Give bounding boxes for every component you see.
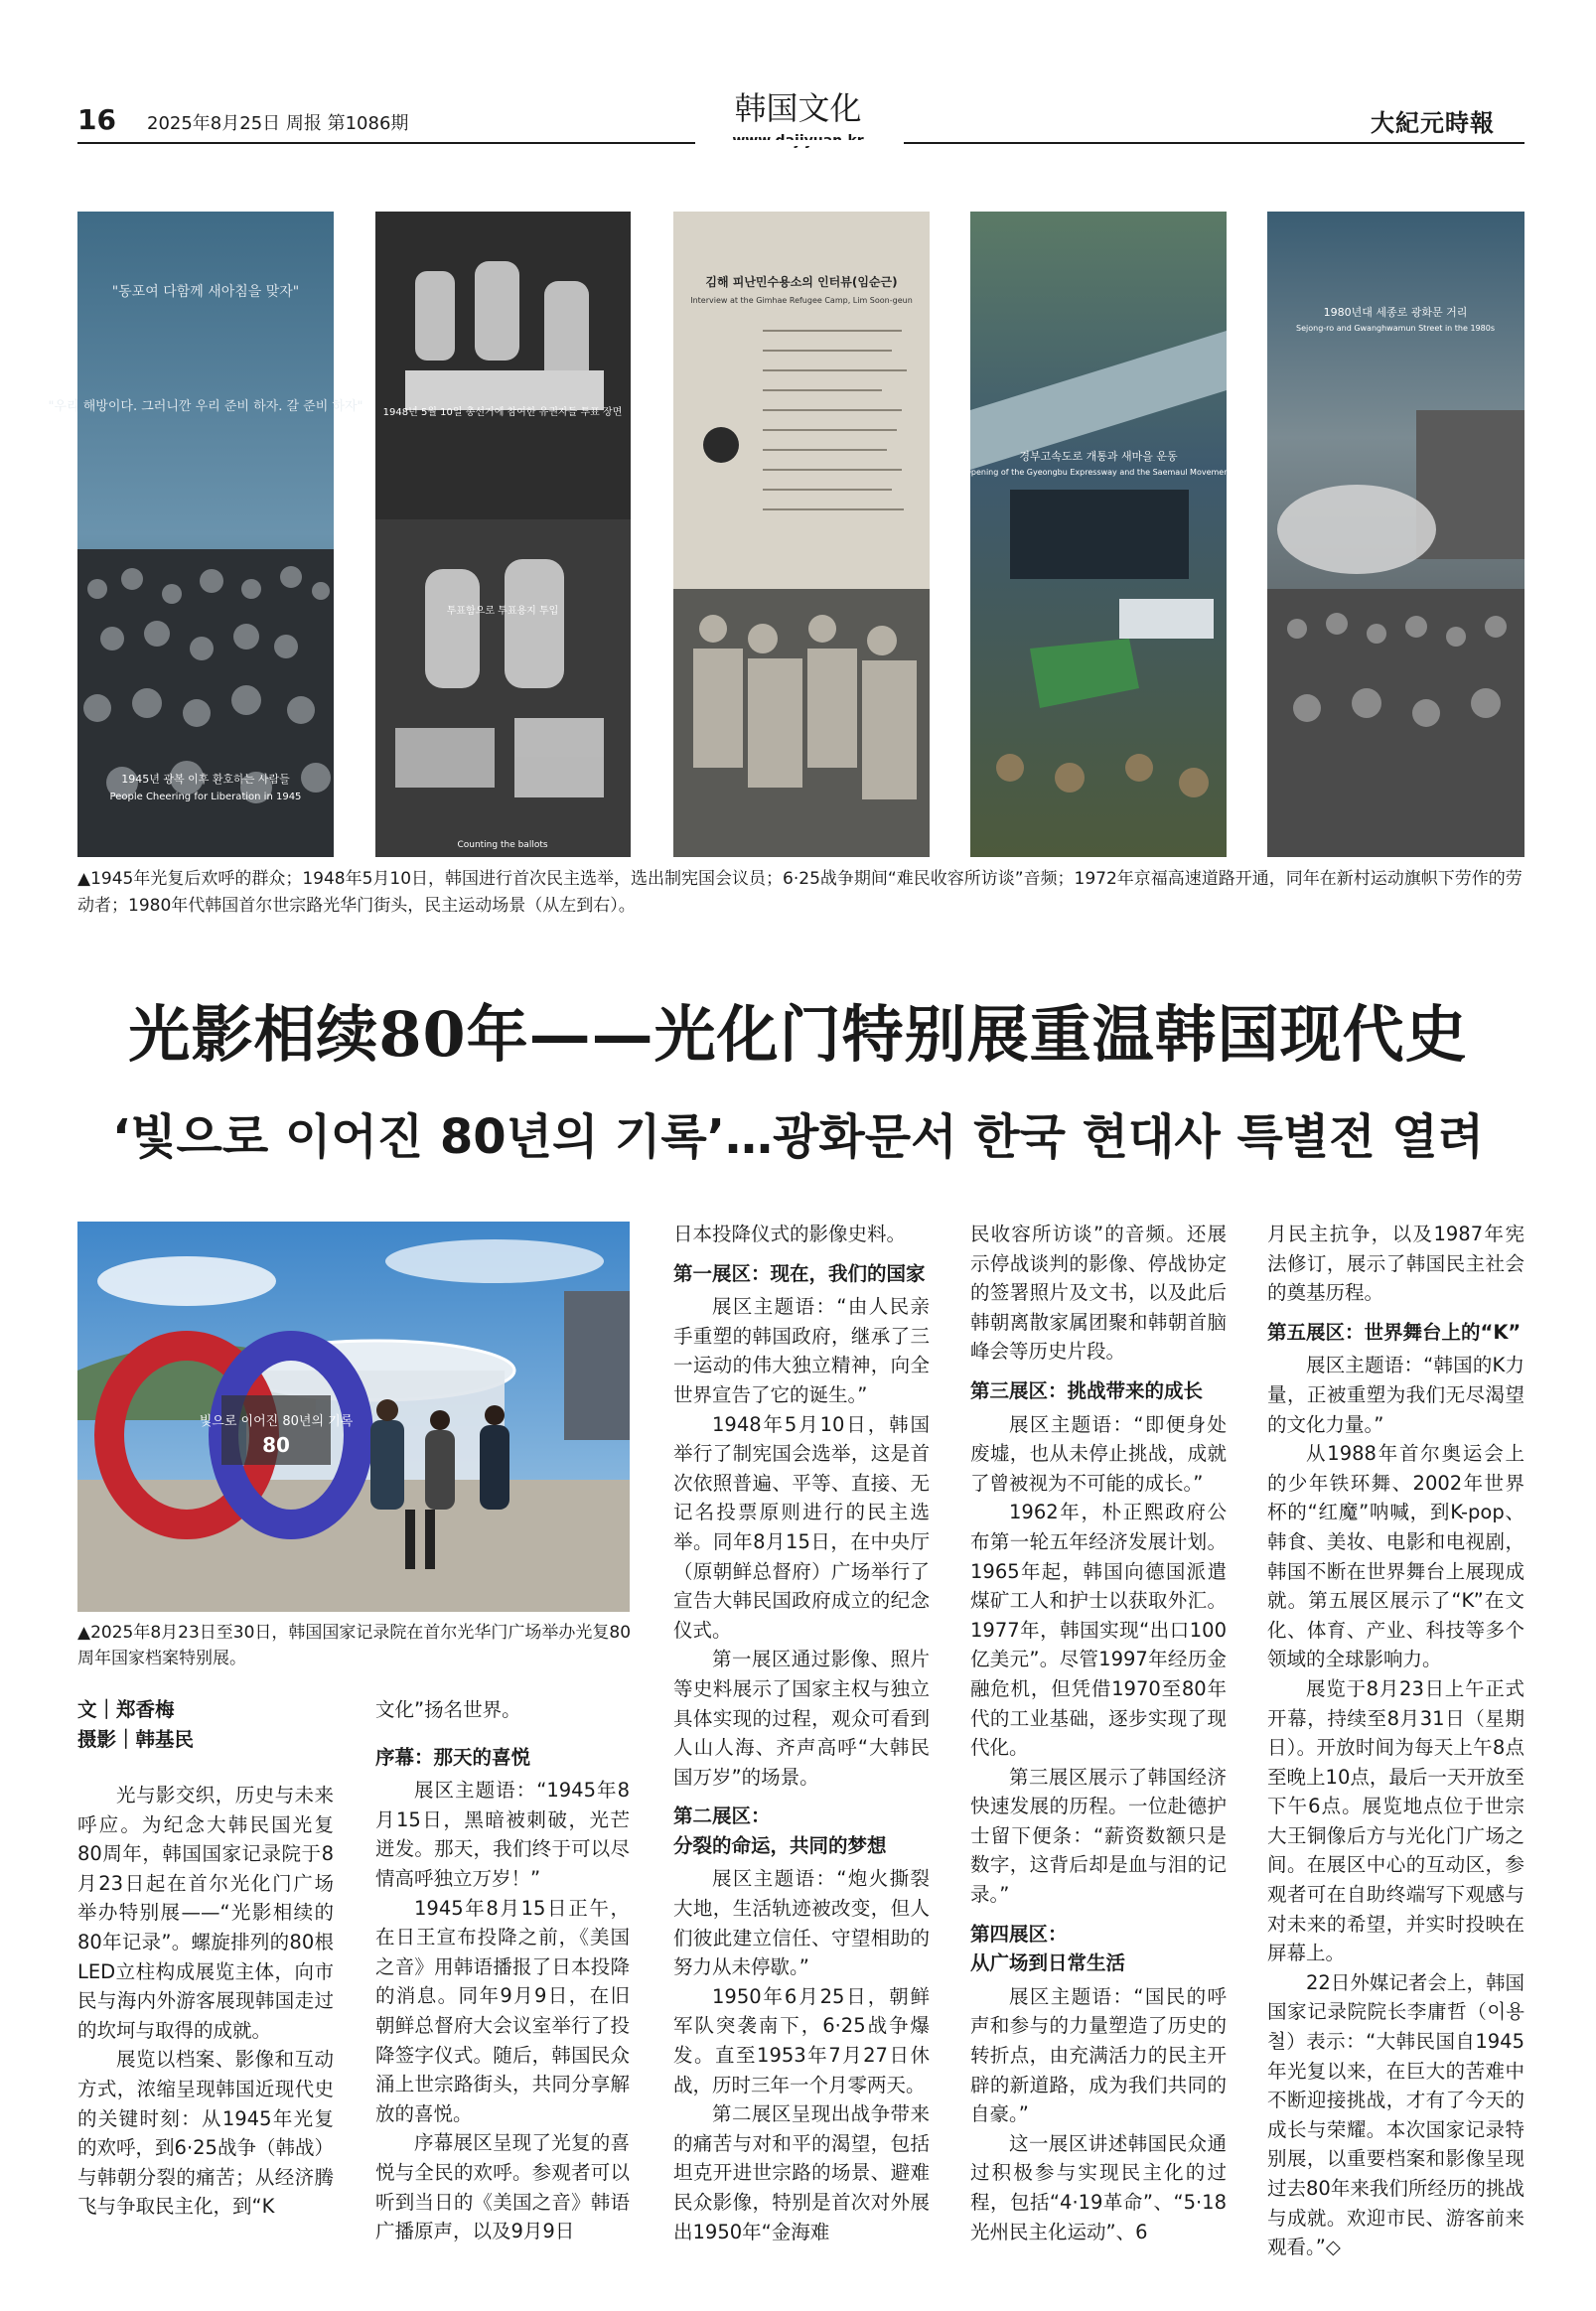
photo-strip-caption: ▲1945年光复后欢呼的群众；1948年5月10日，韩国进行首次民主选举，选出制宪国会议员；6·25战争期间“难民收容所访谈”音频；1972年京福高速道路开通，同年在新村运动旗帜下劳作的劳动者；1980年代韩国首尔世宗路光华门街头，民主运动场景（从左到右）。 [77, 869, 1523, 916]
subheading-zone-4: 第四展区： [970, 1922, 1068, 1946]
photo-gwanghwamun-label: 1980년대 세종로 광화문 거리 [1323, 306, 1468, 319]
exhibition-sign-80: 80 [262, 1433, 290, 1457]
paragraph: 1962年，朴正熙政府公布第一轮五年经济发展计划。1965年起，韩国向德国派遣煤矿工人和护士以获取外汇。1977年，韩国实现“出口100亿美元”。尽管1997年经历金融危机，但凭借1970至80年代的工业基础，逐步实现了现代化。 [970, 1501, 1227, 1760]
photo-gwanghwamun-label-en: Sejong-ro and Gwanghwamun Street in the 1980s [1296, 324, 1495, 333]
paragraph-continued: 月民主抗争，以及1987年宪法修订，展示了韩国民主社会的奠基历程。 [1267, 1223, 1524, 1305]
paragraph-continued: 日本投降仪式的影像史料。 [673, 1223, 907, 1245]
exhibition-sign-text: 빛으로 이어진 80년의 기록 [199, 1414, 354, 1429]
paragraph: 展区主题语：“即便身处废墟，也从未停止挑战，成就了曾被视为不可能的成长。” [970, 1412, 1227, 1495]
photo-refugee-title: 김해 피난민수용소의 인터뷰(임순근) [705, 275, 898, 289]
paragraph: 展区主题语：“国民的呼声和参与的力量塑造了历史的转折点，由充满活力的民主开辟的新道路，成为我们共同的自豪。” [970, 1984, 1227, 2126]
paragraph: 展区主题语：“炮火撕裂大地，生活轨迹被改变，但人们彼此建立信任、守望相助的努力从未停歇。” [673, 1867, 930, 1979]
paragraph: 展区主题语：“1945年8月15日，黑暗被刺破，光芒迸发。那天，我们终于可以尽情高呼独立万岁！” [375, 1779, 630, 1890]
header-rule-gap [695, 140, 904, 146]
paragraph: 从1988年首尔奥运会上的少年铁环舞、2002年世界杯的“红魔”呐喊，到K-pop、韩食、美妆、电影和电视剧，韩国不断在世界舞台上展现成就。第五展区展示了“K”在文化、体育、产业、科技等多个领域的全球影响力。 [1267, 1442, 1524, 1671]
photo-election [375, 212, 631, 857]
paragraph: 第二展区呈现出战争带来的痛苦与对和平的渴望，包括坦克开进世宗路的场景、避难民众影像，特别是首次对外展出1950年“金海难 [673, 2102, 930, 2243]
page-number: 16 [77, 103, 116, 136]
paragraph-continued: 文化”扬名世界。 [375, 1698, 521, 1721]
byline-author: 文｜郑香梅 [77, 1698, 175, 1721]
photo-expressway-label-en: Opening of the Gyeongbu Expressway and the Saemaul Movement [964, 468, 1233, 477]
paragraph: 展区主题语：“由人民亲手重塑的韩国政府，继承了三一运动的伟大独立精神，向全世界宣告了它的诞生。” [673, 1295, 930, 1406]
paragraph: 展区主题语：“韩国的K力量，正被重塑为我们无尽渴望的文化力量。” [1267, 1354, 1524, 1436]
subheading-zone-4-title: 从广场到日常生活 [970, 1951, 1126, 1975]
section-title: 韩国文化 [734, 89, 862, 127]
photo-liberation [48, 212, 363, 857]
paragraph: 序幕展区呈现了光复的喜悦与全民的欢呼。参观者可以听到当日的《美国之音》韩语广播原声，以及9月9日 [375, 2131, 630, 2243]
paragraph: 展览于8月23日上午正式开幕，持续至8月31日（星期日）。开放时间为每天上午8点至晚上10点，最后一天开放至下午6点。展览地点位于世宗大王铜像后方与光化门广场之间。在展区中心的互动区，参观者可在自助终端写下观感与对未来的希望，并实时投映在屏幕上。 [1267, 1676, 1524, 1965]
subheading-zone-5: 第五展区：世界舞台上的“K” [1267, 1320, 1522, 1344]
issue-date: 2025年8月25日 周报 第1086期 [147, 113, 409, 134]
subheading-zone-2: 第二展区： [673, 1805, 771, 1828]
column-5 [1267, 1220, 1524, 2262]
masthead-logo: 大紀元時報 [1371, 108, 1495, 137]
paragraph: 22日外媒记者会上，韩国国家记录院院长李庸哲（이용철）表示：“大韩民国自1945年光复以来，在巨大的苦难中不断迎接挑战，才有了今天的成长与荣耀。本次国家记录特别展，以重要档案和影像呈现过去80年来我们所经历的挑战与成就。欢迎市民、游客前来观看。”◇ [1267, 1970, 1524, 2259]
paragraph-continued: 民收容所访谈”的音频。还展示停战谈判的影像、停战协定的签署照片及文书，以及此后韩朝离散家属团聚和韩朝首脑峰会等历史片段。 [970, 1223, 1227, 1364]
photo-expressway-label: 경부고속도로 개통과 새마을 운동 [1019, 450, 1178, 463]
byline-photographer: 摄影｜韩基民 [77, 1728, 195, 1751]
paragraph: 1948年5月10日，韩国举行了制宪国会选举，这是首次依照普遍、平等、直接、无记名投票原则进行的民主选举。同年8月15日，在中央厅（原朝鲜总督府）广场举行了宣告大韩民国政府成立的纪念仪式。 [673, 1412, 930, 1642]
paragraph: 1945年8月15日正午，在日王宣布投降之前，《美国之音》用韩语播报了日本投降的消息。同年9月9日，在旧朝鲜总督府大会议室举行了投降签字仪式。随后，韩国民众涌上世宗路街头，共同分享解放的喜悦。 [375, 1896, 630, 2125]
paragraph: 第三展区展示了韩国经济快速发展的历程。一位赴德护士留下便条：“薪资数额只是数字，这背后却是血与泪的记录。” [970, 1765, 1227, 1907]
paragraph: 展览以档案、影像和互动方式，浓缩呈现韩国近现代史的关键时刻：从1945年光复的欢呼，到6·25战争（韩战）与韩朝分裂的痛苦；从经济腾飞与争取民主化，到“K [77, 2048, 334, 2219]
subheading-zone-3: 第三展区：挑战带来的成长 [970, 1378, 1204, 1402]
headline-chinese: 光影相续80年——光化门特别展重温韩国现代史 [128, 998, 1468, 1071]
photo-election-label: 1948년 5월 10일 총선거에 참여한 유권자들 투표 장면 [382, 407, 623, 418]
photo-liberation-label-en: People Cheering for Liberation in 1945 [109, 792, 302, 802]
photo-liberation-label: 1945년 광복 이후 환호하는 사람들 [121, 773, 290, 786]
column-1 [77, 1695, 334, 2222]
photo-exhibition-80 [77, 1222, 630, 1612]
subheading-prologue: 序幕：那天的喜悦 [375, 1745, 531, 1769]
column-4 [970, 1220, 1227, 2246]
headline-korean: ‘빛으로 이어진 80년의 기록’…광화문서 한국 현대사 특별전 열려 [111, 1109, 1485, 1165]
subheading-zone-2-title: 分裂的命运，共同的梦想 [673, 1833, 887, 1857]
photo-refugee-interview [673, 212, 930, 857]
photo-exhibition-caption: ▲2025年8月23日至30日，韩国国家记录院在首尔光华门广场举办光复80周年国家档案特别展。 [77, 1623, 632, 1668]
paragraph: 这一展区讲述韩国民众通过积极参与实现民主化的过程，包括“4·19革命”、“5·18光州民主化运动”、6 [970, 2131, 1227, 2243]
paragraph: 1950年6月25日，朝鲜军队突袭南下，6·25战争爆发。直至1953年7月27日休战，历时三年一个月零两天。 [673, 1984, 930, 2096]
paragraph: 光与影交织，历史与未来呼应。为纪念大韩民国光复80周年，韩国国家记录院于8月23日起在首尔光化门广场举办特别展——“光影相续的80年记录”。螺旋排列的80根LED立柱构成展览主体，向市民与海内外游客展现韩国走过的坎坷与取得的成就。 [77, 1784, 334, 2042]
photo-election-bottom-label: 투표함으로 투표용지 투입 [446, 606, 559, 617]
photo-expressway [964, 212, 1233, 857]
subheading-zone-1: 第一展区：现在，我们的国家 [673, 1261, 926, 1285]
photo-refugee-title-en: Interview at the Gimhae Refugee Camp, Lim Soon-geun [690, 296, 913, 305]
photo-gwanghwamun-1980s [1267, 212, 1524, 857]
column-3 [673, 1220, 930, 2246]
photo-liberation-quote-mid: "우리 해방이다. 그러니깐 우리 준비 하자. 갈 준비 하자" [48, 399, 363, 414]
photo-election-bottom-label-en: Counting the ballots [457, 840, 548, 850]
column-2 [375, 1695, 630, 2246]
photo-liberation-quote-top: "동포여 다함께 새아침을 맞자" [111, 284, 300, 300]
paragraph: 第一展区通过影像、照片等史料展示了国家主权与独立具体实现的过程，观众可看到人山人海、齐声高呼“大韩民国万岁”的场景。 [673, 1648, 930, 1789]
